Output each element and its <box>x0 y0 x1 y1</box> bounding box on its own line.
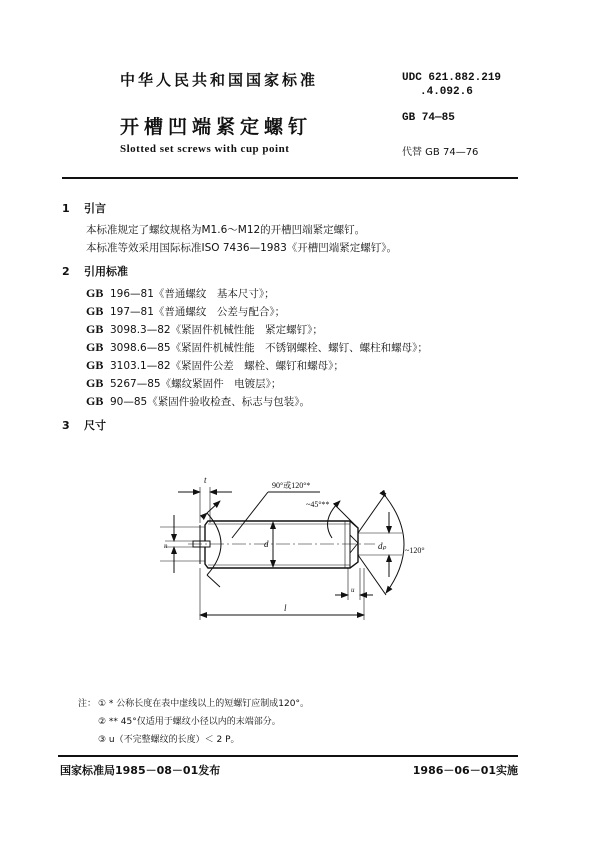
section-title: 引用标准 <box>84 265 128 278</box>
dim-label-l: l <box>284 603 287 613</box>
issuer-heading: 中华人民共和国国家标准 <box>120 71 319 89</box>
section-1-paragraph: 本标准规定了螺纹规格为M1.6～M12的开槽凹端紧定螺钉。 <box>86 224 366 236</box>
reference-item: GB 3103.1—82《紧固件公差 螺栓、螺钉和螺母》； <box>86 358 344 372</box>
document-title-cn: 开槽凹端紧定螺钉 <box>120 116 313 138</box>
udc-code-line1: UDC 621.882.219 <box>402 72 502 84</box>
section-number: 1 <box>62 202 70 215</box>
note-item: ③ u（不完整螺纹的长度）＜ 2 P。 <box>98 735 240 745</box>
udc-code-line2: .4.092.6 <box>420 86 473 98</box>
reference-item: GB 90—85《紧固件验收检查、标志与包装》。 <box>86 394 310 408</box>
screw-dimension-drawing <box>160 465 460 625</box>
section-title: 引言 <box>84 202 106 215</box>
document-title-en: Slotted set screws with cup point <box>120 143 290 155</box>
replaces-note: 代替 GB 74—76 <box>402 147 479 158</box>
section-number: 2 <box>62 265 70 278</box>
section-1-paragraph: 本标准等效采用国际标准ISO 7436—1983《开槽凹端紧定螺钉》。 <box>86 242 398 254</box>
dim-label-120: ~120° <box>405 546 425 555</box>
dim-label-d: d <box>264 539 269 549</box>
section-2-heading <box>62 263 128 279</box>
issue-date: 国家标准局1985－08－01发布 <box>60 764 221 777</box>
section-number: 3 <box>62 419 70 432</box>
note-item: ① * 公称长度在表中虚线以上的短螺钉应制成120°。 <box>98 699 309 709</box>
footer-divider <box>58 755 518 757</box>
reference-item: GB 3098.3—82《紧固件机械性能 紧定螺钉》； <box>86 322 323 336</box>
dim-label-t: t <box>204 475 207 485</box>
reference-item: GB 197—81《普通螺纹 公差与配合》； <box>86 304 286 318</box>
section-3-heading <box>62 417 106 433</box>
section-title: 尺寸 <box>84 419 106 432</box>
reference-item: GB 196—81《普通螺纹 基本尺寸》； <box>86 286 275 300</box>
reference-item: GB 5267—85《螺纹紧固件 电镀层》； <box>86 376 282 390</box>
standard-number: GB 74—85 <box>402 112 455 124</box>
dim-label-u: u <box>351 586 355 594</box>
note-prefix: 注： <box>78 699 97 709</box>
section-1-heading <box>62 200 106 216</box>
dim-label-slot-angle: 90°或120°* <box>272 481 311 490</box>
reference-item: GB 3098.6—85《紧固件机械性能 不锈钢螺栓、螺钉、螺柱和螺母》； <box>86 340 428 354</box>
dim-label-dp: dₚ <box>378 541 387 551</box>
header-divider <box>62 177 518 179</box>
effective-date: 1986－06－01实施 <box>412 764 518 777</box>
dim-label-n: n <box>164 542 168 550</box>
dim-label-45: ~45°** <box>306 500 330 509</box>
note-item: ② ** 45°仅适用于螺纹小径以内的末端部分。 <box>98 717 281 727</box>
